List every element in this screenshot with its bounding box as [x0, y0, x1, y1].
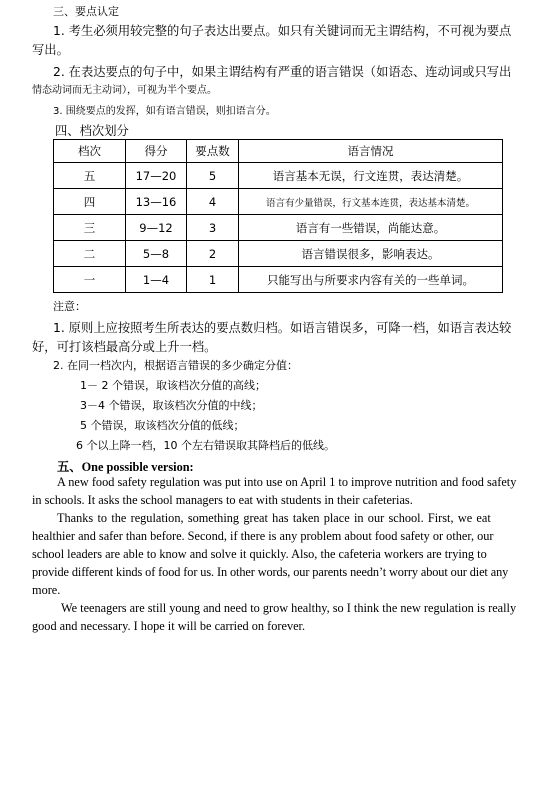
table-cell: 5 [187, 163, 239, 189]
table-cell: 1—4 [126, 267, 187, 293]
section-3-item-1-line-1: 1. 考生必须用较完整的句子表达出要点。如只有关键词而无主谓结构，不可视为要点 [53, 24, 512, 38]
section-3-item-1-line-2: 写出。 [32, 43, 69, 57]
table-cell: 17—20 [126, 163, 187, 189]
table-header-row [54, 140, 503, 163]
table-header-cell: 要点数 [187, 140, 239, 163]
table-cell: 9—12 [126, 215, 187, 241]
paragraph-3-line-1: We teenagers are still young and need to grow healthy, so I think the new regulation is really [61, 601, 517, 615]
table-cell: 四 [54, 189, 126, 215]
table-row [54, 241, 503, 267]
table-row [54, 163, 503, 189]
section-3-item-3: 3. 围绕要点的发挥，如有语言错误，则扣语言分。 [53, 106, 276, 117]
table-cell: 语言错误很多，影响表达。 [239, 241, 503, 267]
table-cell: 二 [54, 241, 126, 267]
note-2: 2. 在同一档次内，根据语言错误的多少确定分值： [53, 359, 298, 372]
note-2-sub-4: 6 个以上降一档，10 个左右错误取其降档后的低线。 [76, 439, 335, 452]
section-3-item-2-line-1: 2. 在表达要点的句子中，如果主谓结构有严重的语言错误（如语态、连动词或只写出 [53, 65, 512, 79]
section-3-heading: 三、要点认定 [53, 5, 119, 18]
table-cell: 1 [187, 267, 239, 293]
paragraph-2-line-2: healthier and safer than before. Second, if there is any problem about food safety or other, our [32, 529, 494, 543]
section-5-heading [57, 457, 194, 475]
paragraph-2-line-4: provide different kinds of food for us. In other words, our parents needn’t worry about our diet any [32, 565, 509, 579]
table-cell: 4 [187, 189, 239, 215]
table-row [54, 267, 503, 293]
table-cell: 语言基本无误，行文连贯，表达清楚。 [239, 163, 503, 189]
paragraph-2-line-5: more. [32, 583, 61, 597]
table-cell: 语言有一些错误，尚能达意。 [239, 215, 503, 241]
table-header-cell: 语言情况 [239, 140, 503, 163]
table-header-cell: 档次 [54, 140, 126, 163]
note-label: 注意： [53, 300, 86, 313]
paragraph-1-line-2: in schools. It asks the school managers to eat with students in their cafeterias. [32, 493, 413, 507]
section-5-heading-en: One possible version: [81, 460, 194, 474]
table-cell: 语言有少量错误，行文基本连贯，表达基本清楚。 [239, 189, 503, 215]
table-cell: 5—8 [126, 241, 187, 267]
table-cell: 2 [187, 241, 239, 267]
note-1-line-1: 1. 原则上应按照考生所表达的要点数归档。如语言错误多，可降一档，如语言表达较 [53, 321, 512, 335]
note-1-line-2: 好，可打该档最高分或上升一档。 [32, 340, 217, 354]
section-5-heading-cn: 五、 [57, 460, 82, 474]
table-row [54, 189, 503, 215]
table-row [54, 215, 503, 241]
section-3-item-2-line-2: 情态动词而无主动词），可视为半个要点。 [32, 85, 217, 96]
paragraph-1-line-1: A new food safety regulation was put into use on April 1 to improve nutrition and food safety [57, 475, 517, 489]
table-cell: 3 [187, 215, 239, 241]
table-cell: 13—16 [126, 189, 187, 215]
section-4-heading: 四、档次划分 [55, 124, 129, 138]
paragraph-2-line-1: Thanks to the regulation, something great has taken place in our school. First, we eat [57, 511, 491, 525]
table-header-cell: 得分 [126, 140, 187, 163]
note-2-sub-3: 5 个错误，取该档次分值的低线； [80, 419, 245, 432]
table-cell: 三 [54, 215, 126, 241]
table-cell: 一 [54, 267, 126, 293]
note-2-sub-1: 1－ 2 个错误，取该档次分值的高线； [80, 379, 266, 392]
paragraph-2-line-3: school leaders are able to know and solve it quickly. Also, the cafeteria workers are trying to [32, 547, 487, 561]
table-cell: 五 [54, 163, 126, 189]
note-2-sub-2: 3－4 个错误，取该档次分值的中线； [80, 399, 263, 412]
table-cell: 只能写出与所要求内容有关的一些单词。 [239, 267, 503, 293]
paragraph-3-line-2: good and necessary. I hope it will be carried on forever. [32, 619, 306, 633]
grading-table [53, 139, 503, 293]
